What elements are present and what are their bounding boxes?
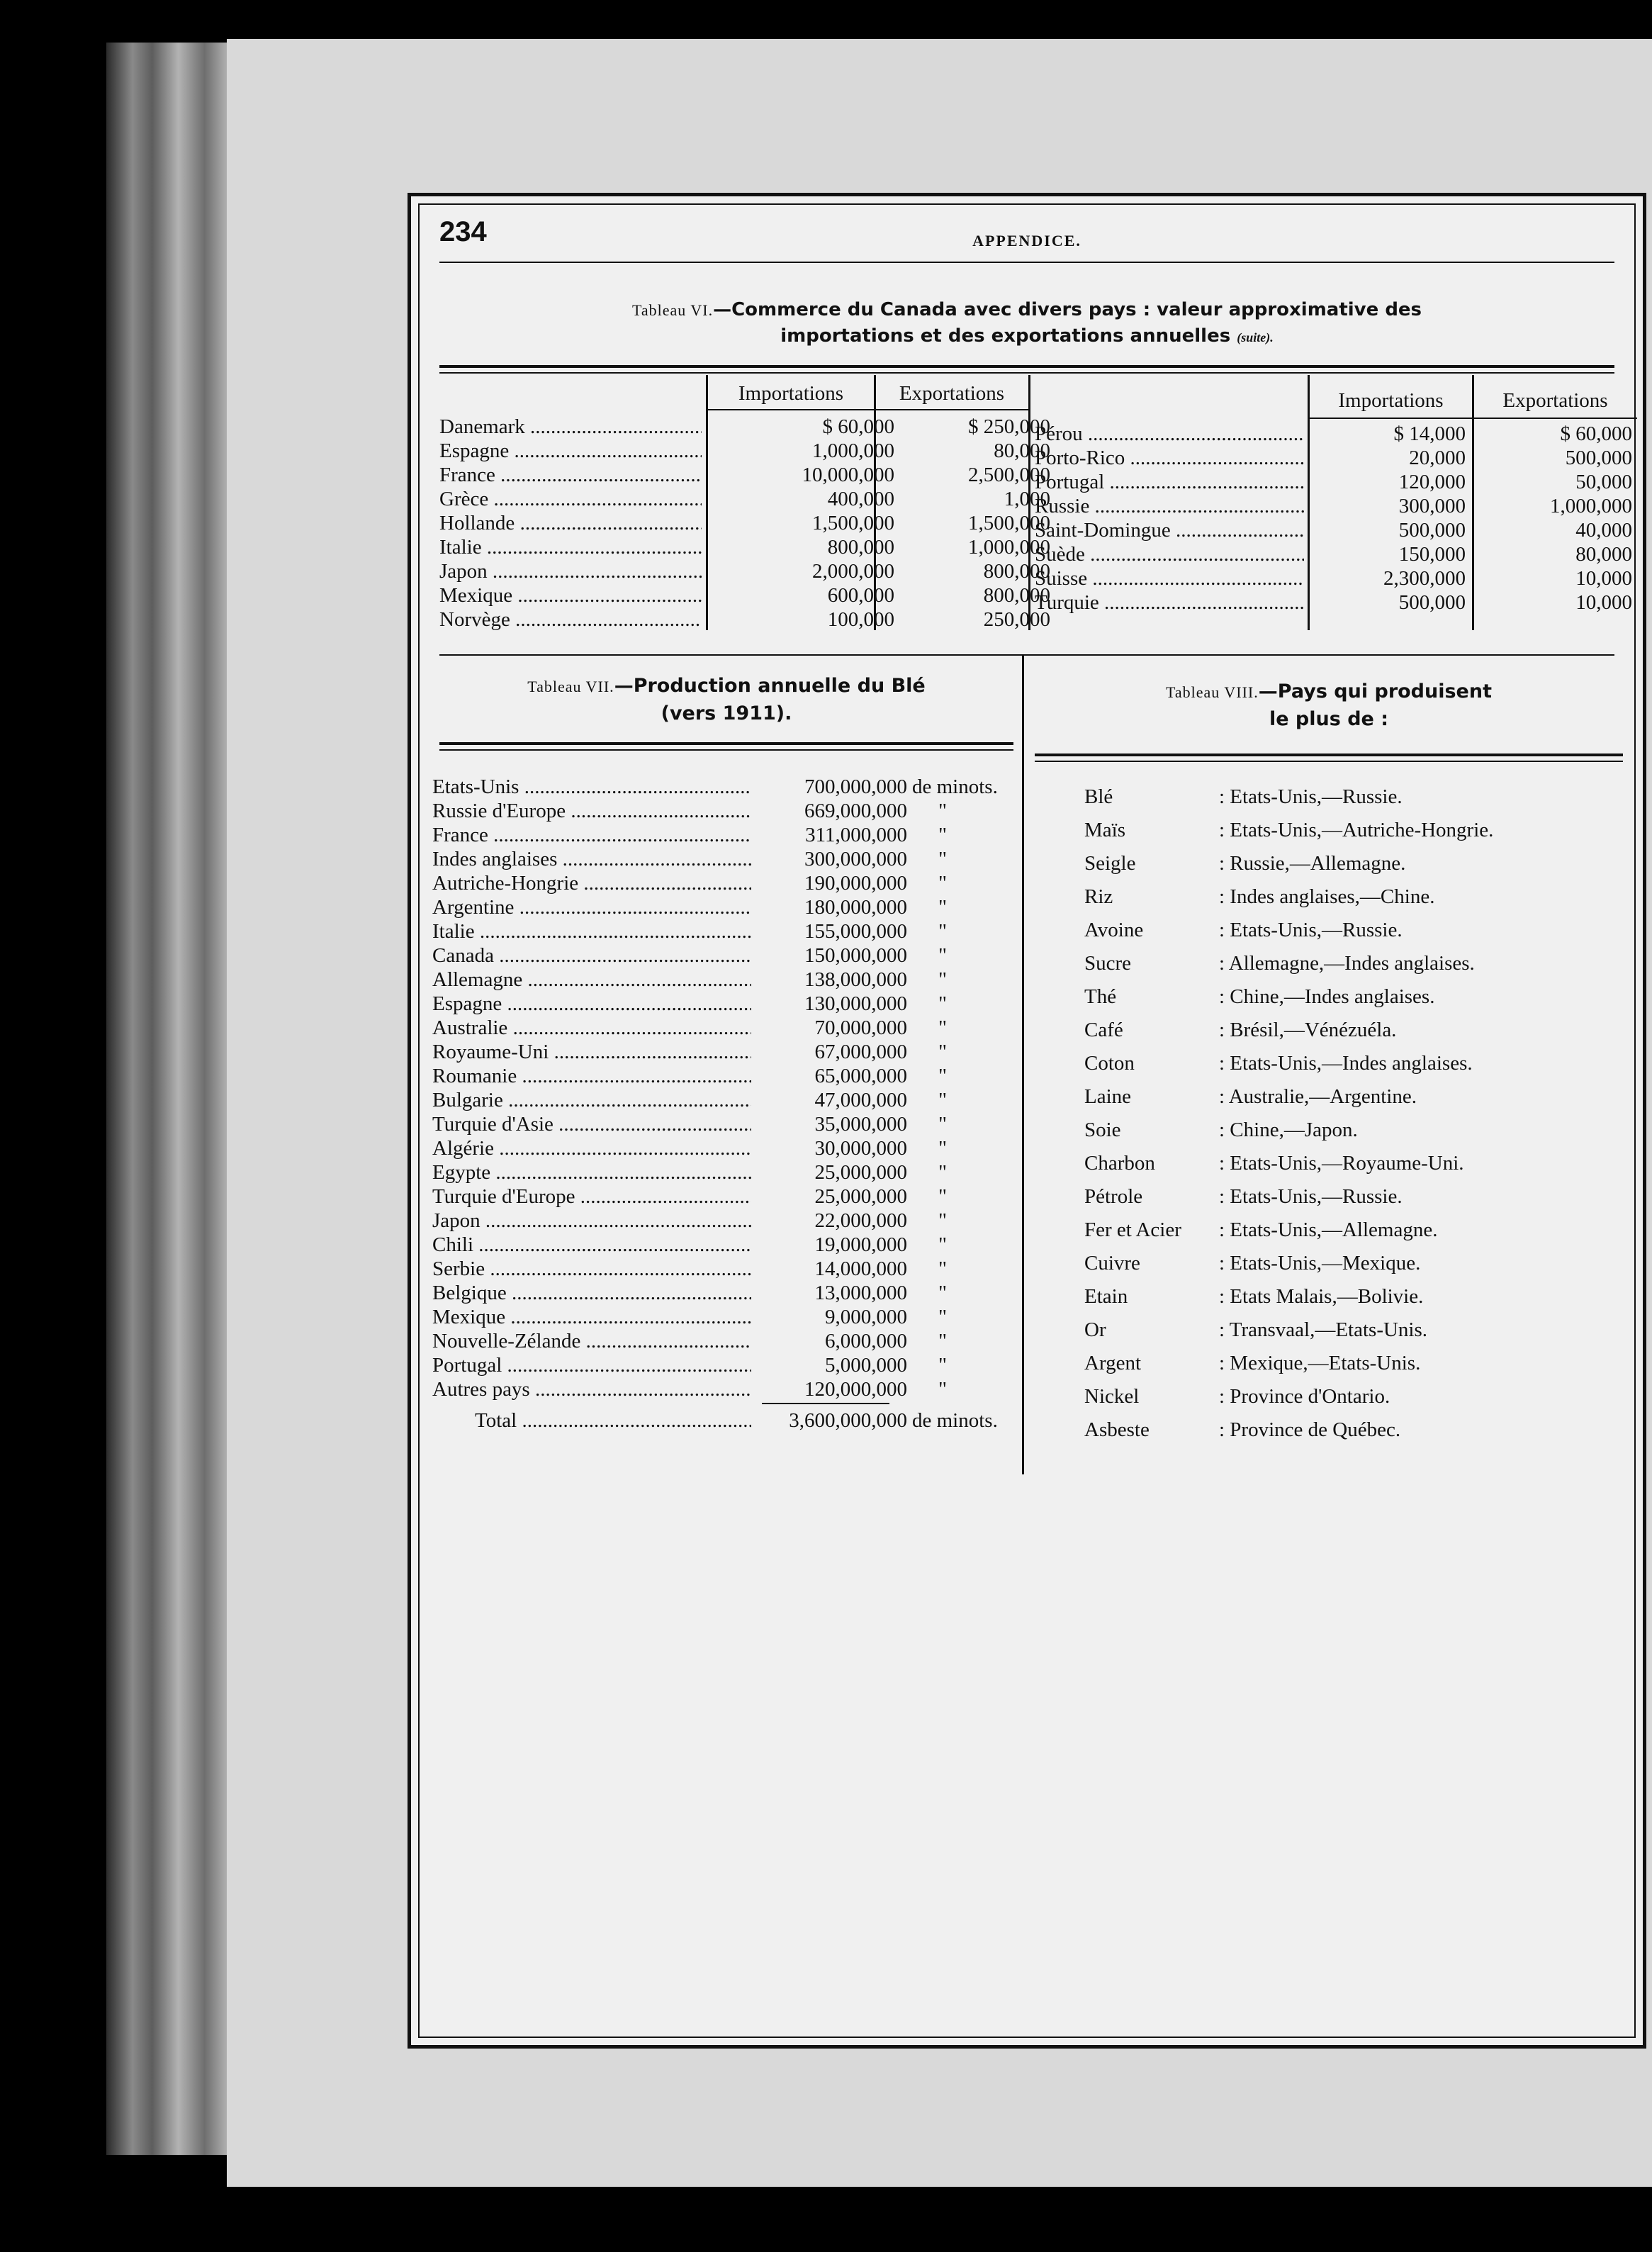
producer-countries: : Allemagne,—Indes anglaises. (1219, 952, 1475, 975)
table6-vrule-1 (706, 375, 708, 630)
commodity-name: Argent (1084, 1352, 1142, 1374)
total-unit: de minots. (912, 1409, 998, 1432)
table6-header-import-left: Importations (738, 382, 844, 405)
ditto-mark: " (938, 1185, 947, 1208)
ditto-mark: " (938, 992, 947, 1015)
ditto-mark: " (938, 944, 947, 967)
country-name: Hollande ..... (439, 511, 702, 535)
table6-header-export-left: Exportations (899, 382, 1005, 405)
producer-countries: : Indes anglaises,—Chine. (1219, 885, 1435, 908)
table6-header-rule-left (706, 409, 1030, 410)
table8-title-text1: —Pays qui produisent (1258, 680, 1492, 702)
wheat-value: 67,000,000 (814, 1041, 907, 1063)
ditto-mark: " (938, 1016, 947, 1039)
import-value: 20,000 (1409, 447, 1466, 469)
wheat-value: 311,000,000 (805, 824, 907, 846)
export-value: 80,000 (1575, 543, 1632, 566)
ditto-mark: " (938, 1041, 947, 1063)
export-value: 500,000 (1565, 447, 1632, 469)
import-value: $ 60,000 (822, 415, 894, 438)
wheat-value: 300,000,000 (804, 848, 907, 870)
country-name: Argentine ..... (432, 895, 751, 919)
country-name: Grèce ..... (439, 487, 702, 511)
country-name: Bulgarie ..... (432, 1088, 751, 1112)
country-name: Japon ..... (439, 559, 702, 583)
ditto-mark: " (938, 824, 947, 846)
wheat-value: 9,000,000 (825, 1306, 907, 1328)
import-value: 120,000 (1398, 471, 1466, 493)
table7-title-text1: —Production annuelle du Blé (614, 675, 926, 697)
wheat-value: 150,000,000 (804, 944, 907, 967)
export-value: 1,000,000 (968, 536, 1050, 559)
country-name: Turquie ..... (1035, 590, 1304, 615)
producer-countries: : Etats-Unis,—Autriche-Hongrie. (1219, 819, 1494, 841)
country-name: Royaume-Uni ..... (432, 1040, 751, 1064)
producer-countries: : Transvaal,—Etats-Unis. (1219, 1318, 1428, 1341)
ditto-mark: " (938, 1113, 947, 1136)
commodity-name: Etain (1084, 1285, 1128, 1308)
table6-header-export-right: Exportations (1502, 389, 1608, 412)
running-head: APPENDICE. (972, 232, 1081, 250)
ditto-mark: " (938, 1209, 947, 1232)
table8-top-rule-light (1035, 761, 1623, 762)
country-name: Japon ..... (432, 1209, 751, 1233)
producer-countries: : Chine,—Japon. (1219, 1119, 1358, 1141)
table7-title (439, 673, 1013, 727)
import-value: 2,300,000 (1383, 567, 1466, 590)
table6-title (411, 297, 1643, 350)
country-name: Turquie d'Asie ..... (432, 1112, 751, 1136)
country-name: Nouvelle-Zélande ..... (432, 1329, 751, 1353)
book-binding (106, 43, 237, 2155)
producer-countries: : Mexique,—Etats-Unis. (1219, 1352, 1421, 1374)
export-value: $ 60,000 (1560, 422, 1632, 445)
page-frame (408, 193, 1646, 2049)
country-name: Australie ..... (432, 1016, 751, 1040)
export-value: 40,000 (1575, 519, 1632, 542)
producer-countries: : Etats-Unis,—Russie. (1219, 919, 1403, 941)
table8-title (1031, 678, 1626, 733)
producer-countries: : Chine,—Indes anglaises. (1219, 985, 1435, 1008)
import-value: 500,000 (1398, 591, 1466, 614)
export-value: 1,500,000 (968, 512, 1050, 534)
ditto-mark: " (938, 1282, 947, 1304)
table7-label: Tableau VII. (527, 678, 614, 695)
wheat-value: 5,000,000 (825, 1354, 907, 1377)
table8-title-line1 (1031, 678, 1626, 706)
wheat-value: 22,000,000 (814, 1209, 907, 1232)
import-value: 1,000,000 (812, 439, 894, 462)
wheat-value: 47,000,000 (814, 1089, 907, 1111)
table8-label: Tableau VIII. (1165, 683, 1259, 701)
import-value: 300,000 (1398, 495, 1466, 517)
country-name: Porto-Rico ..... (1035, 446, 1304, 470)
country-name: Danemark ..... (439, 415, 702, 439)
wheat-value: 6,000,000 (825, 1330, 907, 1352)
producer-countries: : Russie,—Allemagne. (1219, 852, 1406, 875)
ditto-mark: " (938, 968, 947, 991)
country-name: Etats-Unis ..... (432, 775, 751, 799)
table8-top-rule-heavy (1035, 754, 1623, 756)
export-value: 2,500,000 (968, 464, 1050, 486)
wheat-value: 669,000,000 (804, 800, 907, 822)
country-name: Canada ..... (432, 943, 751, 968)
export-value: 80,000 (994, 439, 1050, 462)
ditto-mark: " (938, 872, 947, 895)
wheat-value: 120,000,000 (804, 1378, 907, 1401)
table6-header-import-right: Importations (1338, 389, 1444, 412)
wheat-value: 35,000,000 (814, 1113, 907, 1136)
producer-countries: : Etats-Unis,—Royaume-Uni. (1219, 1152, 1464, 1175)
ditto-mark: " (938, 1330, 947, 1352)
country-name: Roumanie ..... (432, 1064, 751, 1088)
country-name: Russie ..... (1035, 494, 1304, 518)
table6-title-line2 (411, 323, 1643, 350)
commodity-name: Laine (1084, 1085, 1132, 1108)
country-name: Belgique ..... (432, 1281, 751, 1305)
ditto-mark: " (938, 1089, 947, 1111)
export-value: 1,000,000 (1550, 495, 1632, 517)
page-number: 234 (439, 216, 487, 247)
wheat-value: 30,000,000 (814, 1137, 907, 1160)
table6-title-text1: —Commerce du Canada avec divers pays : valeur approximative des (713, 299, 1422, 320)
country-name: Espagne ..... (432, 992, 751, 1016)
country-name: Suède ..... (1035, 542, 1304, 566)
commodity-name: Avoine (1084, 919, 1144, 941)
country-name: Turquie d'Europe ..... (432, 1184, 751, 1209)
producer-countries: : Province d'Ontario. (1219, 1385, 1390, 1408)
country-name: Italie ..... (439, 535, 702, 559)
country-name: Allemagne ..... (432, 968, 751, 992)
ditto-mark: " (938, 1137, 947, 1160)
producer-countries: : Etats-Unis,—Allemagne. (1219, 1219, 1438, 1241)
ditto-mark: " (938, 1233, 947, 1256)
ditto-mark: " (938, 896, 947, 919)
country-name: Algérie ..... (432, 1136, 751, 1160)
country-name: Pérou ..... (1035, 422, 1304, 446)
wheat-value: 700,000,000 (804, 775, 907, 798)
wheat-value: 180,000,000 (804, 896, 907, 919)
commodity-name: Charbon (1084, 1152, 1155, 1175)
country-name: Portugal ..... (1035, 470, 1304, 494)
export-value: 800,000 (983, 560, 1050, 583)
total-label: Total ..... (475, 1408, 751, 1433)
export-value: 1,000 (1004, 488, 1050, 510)
country-name: Egypte ..... (432, 1160, 751, 1184)
commodity-name: Or (1084, 1318, 1106, 1341)
country-name: Autres pays ..... (432, 1377, 751, 1401)
ditto-mark: " (938, 800, 947, 822)
wheat-value: 19,000,000 (814, 1233, 907, 1256)
export-value: $ 250,000 (968, 415, 1050, 438)
table7-table8-divider (1022, 656, 1024, 1474)
country-name: Mexique ..... (432, 1305, 751, 1329)
table6-top-rule-heavy (439, 365, 1614, 368)
country-name: Saint-Domingue ..... (1035, 518, 1304, 542)
ditto-mark: " (938, 920, 947, 943)
commodity-name: Soie (1084, 1119, 1121, 1141)
country-name: Indes anglaises ..... (432, 847, 751, 871)
table6-top-rule-light (439, 372, 1614, 374)
country-name: Italie ..... (432, 919, 751, 943)
ditto-mark: " (938, 1306, 947, 1328)
import-value: $ 14,000 (1393, 422, 1466, 445)
country-name: Espagne ..... (439, 439, 702, 463)
export-value: 50,000 (1575, 471, 1632, 493)
country-name: Chili ..... (432, 1233, 751, 1257)
producer-countries: : Etats Malais,—Bolivie. (1219, 1285, 1424, 1308)
table6-bottom-rule (439, 654, 1614, 656)
table7-total-rule (762, 1403, 889, 1404)
table7-top-rule-heavy (439, 742, 1013, 745)
country-name: France ..... (432, 823, 751, 847)
table6-title-line1 (411, 297, 1643, 323)
wheat-value: 25,000,000 (814, 1161, 907, 1184)
producer-countries: : Province de Québec. (1219, 1418, 1401, 1441)
producer-countries: : Etats-Unis,—Russie. (1219, 785, 1403, 808)
commodity-name: Riz (1084, 885, 1113, 908)
import-value: 2,000,000 (812, 560, 894, 583)
table6-label: Tableau VI. (631, 301, 714, 319)
country-name: Norvège ..... (439, 607, 702, 632)
commodity-name: Coton (1084, 1052, 1135, 1075)
wheat-value: 190,000,000 (804, 872, 907, 895)
commodity-name: Nickel (1084, 1385, 1140, 1408)
wheat-value: 13,000,000 (814, 1282, 907, 1304)
country-name: Mexique ..... (439, 583, 702, 607)
ditto-mark: " (938, 1354, 947, 1377)
producer-countries: : Etats-Unis,—Russie. (1219, 1185, 1403, 1208)
ditto-mark: " (938, 1065, 947, 1087)
export-value: 10,000 (1575, 567, 1632, 590)
commodity-name: Blé (1084, 785, 1113, 808)
producer-countries: : Etats-Unis,—Mexique. (1219, 1252, 1421, 1275)
table6-vrule-4 (1308, 375, 1310, 630)
import-value: 10,000,000 (802, 464, 894, 486)
unit-label: de minots. (912, 775, 998, 798)
wheat-value: 65,000,000 (814, 1065, 907, 1087)
commodity-name: Pétrole (1084, 1185, 1143, 1208)
table7-top-rule-light (439, 749, 1013, 751)
import-value: 500,000 (1398, 519, 1466, 542)
commodity-name: Café (1084, 1019, 1123, 1041)
country-name: Portugal ..... (432, 1353, 751, 1377)
import-value: 800,000 (827, 536, 894, 559)
producer-countries: : Brésil,—Vénézuéla. (1219, 1019, 1397, 1041)
export-value: 250,000 (983, 608, 1050, 631)
ditto-mark: " (938, 1161, 947, 1184)
wheat-value: 14,000,000 (814, 1257, 907, 1280)
import-value: 600,000 (827, 584, 894, 607)
table6-header-rule-right (1308, 418, 1637, 419)
country-name: Serbie ..... (432, 1257, 751, 1281)
wheat-value: 25,000,000 (814, 1185, 907, 1208)
commodity-name: Thé (1084, 985, 1117, 1008)
ditto-mark: " (938, 1378, 947, 1401)
import-value: 100,000 (827, 608, 894, 631)
country-name: Suisse ..... (1035, 566, 1304, 590)
table8-title-line2: le plus de : (1269, 708, 1389, 730)
ditto-mark: " (938, 848, 947, 870)
commodity-name: Maïs (1084, 819, 1125, 841)
wheat-value: 130,000,000 (804, 992, 907, 1015)
ditto-mark: " (938, 1257, 947, 1280)
table6-title-text2: importations et des exportations annuelles (780, 325, 1231, 347)
country-name: France ..... (439, 463, 702, 487)
producer-countries: : Etats-Unis,—Indes anglaises. (1219, 1052, 1473, 1075)
table7-title-line2: (vers 1911). (661, 702, 792, 724)
export-value: 10,000 (1575, 591, 1632, 614)
wheat-value: 138,000,000 (804, 968, 907, 991)
country-name: Russie d'Europe ..... (432, 799, 751, 823)
commodity-name: Asbeste (1084, 1418, 1150, 1441)
commodity-name: Cuivre (1084, 1252, 1140, 1275)
total-value: 3,600,000,000 (789, 1409, 907, 1432)
producer-countries: : Australie,—Argentine. (1219, 1085, 1417, 1108)
table7-title-line1 (439, 673, 1013, 700)
import-value: 1,500,000 (812, 512, 894, 534)
commodity-name: Sucre (1084, 952, 1132, 975)
header-rule (439, 262, 1614, 263)
wheat-value: 155,000,000 (804, 920, 907, 943)
country-name: Autriche-Hongrie ..... (432, 871, 751, 895)
commodity-name: Seigle (1084, 852, 1136, 875)
table6-title-suffix: (suite). (1237, 330, 1274, 344)
wheat-value: 70,000,000 (814, 1016, 907, 1039)
commodity-name: Fer et Acier (1084, 1219, 1181, 1241)
export-value: 800,000 (983, 584, 1050, 607)
import-value: 150,000 (1398, 543, 1466, 566)
import-value: 400,000 (827, 488, 894, 510)
